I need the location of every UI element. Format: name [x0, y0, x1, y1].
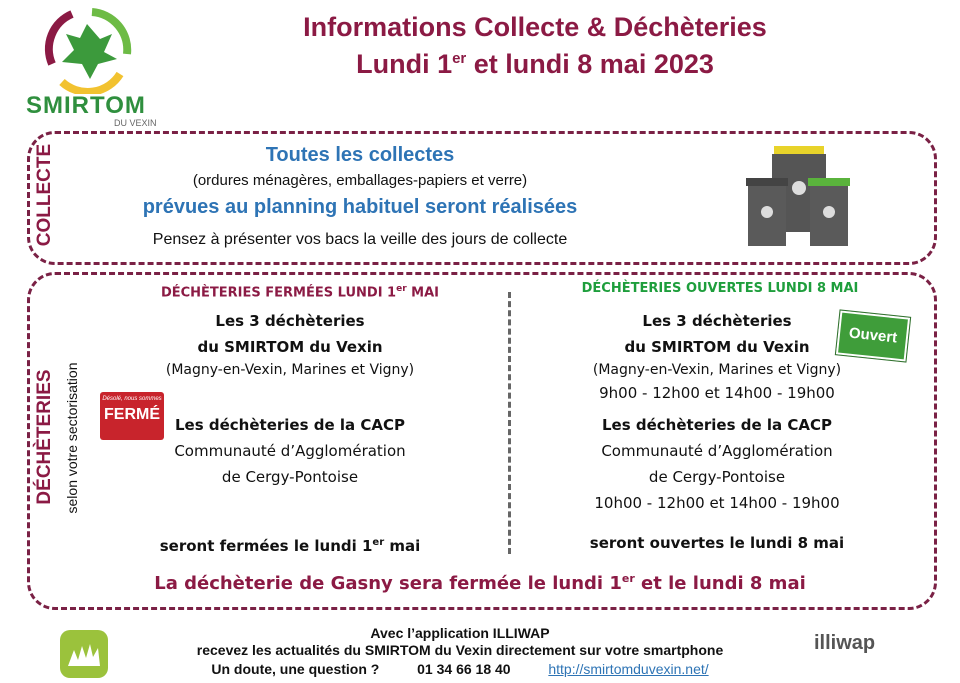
open-l3: (Magny-en-Vexin, Marines et Vigny) [592, 362, 842, 378]
smirtom-logo [18, 4, 168, 128]
logo-name: SMIRTOM [26, 92, 146, 119]
collecte-line4: Pensez à présenter vos bacs la veille des jours de collecte [152, 231, 568, 248]
closed-l1: Les 3 déchèteries [215, 312, 365, 330]
open-l5: Communauté d’Agglomération [601, 442, 833, 460]
open-bottom: seront ouvertes le lundi 8 mai [589, 534, 845, 552]
ouvert-sign [836, 310, 910, 361]
gasny-post: et le lundi 8 mai [634, 573, 806, 594]
open-l2: du SMIRTOM du Vexin [624, 338, 810, 356]
closed-bottom-sup: er [372, 537, 385, 548]
gasny-line [60, 572, 900, 594]
closed-header-post: MAI [406, 285, 440, 301]
closed-column [140, 308, 440, 490]
closed-header [140, 276, 460, 306]
closed-l2: du SMIRTOM du Vexin [197, 338, 383, 356]
open-column [567, 308, 867, 516]
footer-line1: Avec l’application ILLIWAP [370, 625, 550, 641]
gasny-pre: La déchèterie de Gasny sera fermée le lundi 1 [154, 573, 622, 594]
column-divider [508, 292, 511, 554]
closed-header-sup: er [396, 284, 407, 294]
closed-l4: Les déchèteries de la CACP [175, 416, 405, 434]
title-line2-sup: er [452, 50, 467, 67]
hedgehog-app-icon [60, 630, 108, 678]
closed-l5: Communauté d’Agglomération [174, 442, 406, 460]
gasny-sup: er [621, 572, 635, 585]
open-hours1: 9h00 - 12h00 et 14h00 - 19h00 [599, 384, 835, 402]
footer-question: Un doute, une question ? [211, 661, 380, 677]
bins-icon [744, 142, 854, 252]
recycle-leaf-icon [32, 4, 142, 94]
footer-line3 [150, 660, 770, 679]
collecte-line3: prévues au planning habituel seront réalisées [142, 196, 578, 218]
ferme-sign-big: FERMÉ [104, 406, 160, 423]
page-title [210, 12, 860, 80]
collecte-side-label: COLLECTE [34, 143, 55, 247]
closed-l6: de Cergy-Pontoise [221, 468, 359, 486]
closed-bottom-post: mai [384, 537, 421, 555]
open-l6: de Cergy-Pontoise [648, 468, 786, 486]
ferme-sign [100, 392, 164, 440]
closed-bottom-pre: seront fermées le lundi 1 [159, 537, 373, 555]
title-line1: Informations Collecte & Déchèteries [303, 12, 767, 42]
logo-sub: DU VEXIN [114, 118, 157, 128]
closed-bottom [140, 530, 440, 559]
hedgehog-icon [60, 630, 108, 678]
footer-website-link[interactable]: http://smirtomduvexin.net/ [548, 661, 709, 677]
illiwap-logo-text: illiwap [814, 632, 876, 654]
open-l1: Les 3 déchèteries [642, 312, 792, 330]
title-line2-pre: Lundi 1 [356, 49, 453, 79]
footer-line2: recevez les actualités du SMIRTOM du Vexin directement sur votre smartphone [196, 642, 724, 658]
decheteries-side-label: DÉCHÈTERIES [34, 369, 55, 505]
footer-phone[interactable]: 01 34 66 18 40 [417, 661, 511, 677]
illiwap-logo [814, 632, 894, 672]
open-l4: Les déchèteries de la CACP [602, 416, 832, 434]
collecte-line2: (ordures ménagères, emballages-papiers et verre) [192, 172, 528, 189]
open-hours2: 10h00 - 12h00 et 14h00 - 19h00 [594, 494, 840, 512]
closed-header-pre: DÉCHÈTERIES FERMÉES LUNDI 1 [160, 285, 397, 301]
open-header: DÉCHÈTERIES OUVERTES LUNDI 8 MAI [581, 281, 859, 296]
ferme-sign-small: Désolé, nous sommes [102, 396, 162, 402]
collecte-line1: Toutes les collectes [265, 144, 455, 166]
closed-l3: (Magny-en-Vexin, Marines et Vigny) [165, 362, 415, 378]
title-line2 [210, 43, 860, 80]
title-line2-post: et lundi 8 mai 2023 [466, 49, 714, 79]
ouvert-sign-label: Ouvert [848, 324, 898, 347]
decheteries-side-sub: selon votre sectorisation [64, 362, 80, 514]
